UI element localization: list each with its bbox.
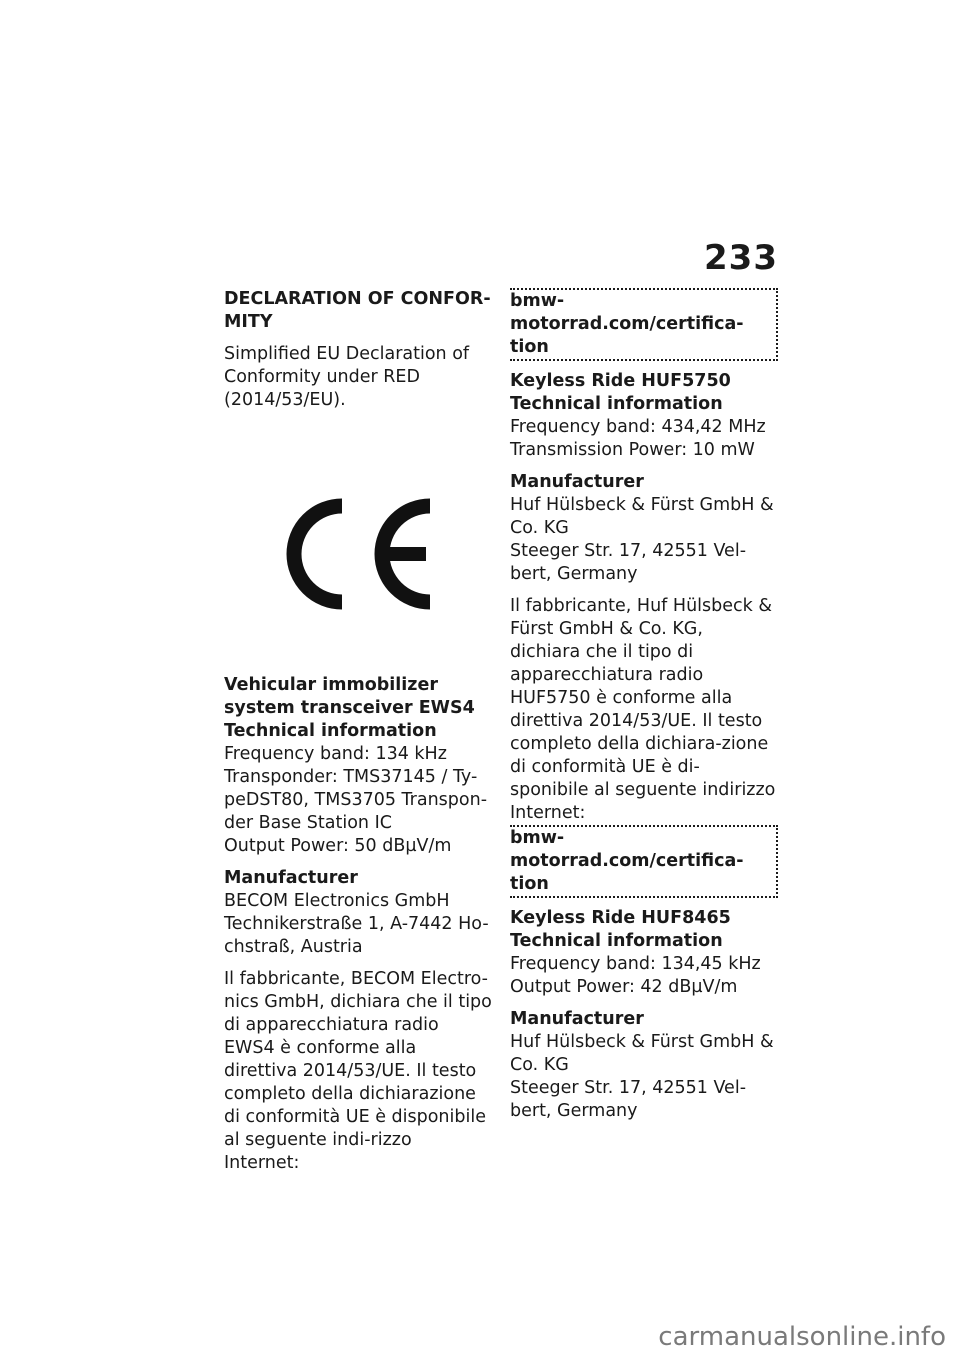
ews4-heading: Vehicular immobilizer system transceiver EWS4 — [224, 675, 475, 718]
huf5750-tech-heading: Technical information — [510, 394, 723, 414]
huf8465-tech-heading: Technical information — [510, 931, 723, 951]
ews4-declaration: Il fabbricante, BECOM Electro-nics GmbH, dichiara che il tipo di apparecchiatura radio EWS4 è conforme alla direttiva 2014/53/UE. Il testo completo della dichiarazione di conformità UE è disponibile al seguente indi-rizzo Internet: — [224, 969, 492, 1173]
huf5750-heading: Keyless Ride HUF5750 — [510, 371, 731, 391]
ce-mark-icon — [280, 494, 440, 614]
huf8465-frequency: Frequency band: 134,45 kHz — [510, 954, 761, 974]
ews4-transponder: Transponder: TMS37145 / Ty-peDST80, TMS3705 Transpon-der Base Station IC — [224, 767, 488, 833]
ews4-output-power: Output Power: 50 dBµV/m — [224, 836, 452, 856]
section-title: DECLARATION OF CONFOR-MITY — [224, 289, 491, 332]
huf5750-declaration: Il fabbricante, Huf Hülsbeck & Fürst GmbH & Co. KG, dichiara che il tipo di apparecchiatura radio HUF5750 è conforme alla direttiva 2014/53/UE. Il testo completo della dichiara-zione di conformità UE è di-sponibile al seguente indirizzo Internet: — [510, 596, 776, 823]
ews4-frequency: Frequency band: 134 kHz — [224, 744, 447, 764]
ews4-manufacturer-name: BECOM Electronics GmbH — [224, 891, 450, 911]
left-column — [224, 288, 492, 1175]
huf8465-manufacturer-name: Huf Hülsbeck & Fürst GmbH & Co. KG — [510, 1032, 774, 1075]
huf5750-manufacturer-heading: Manufacturer — [510, 472, 644, 492]
huf5750-manufacturer-name: Huf Hülsbeck & Fürst GmbH & Co. KG — [510, 495, 774, 538]
ews4-manufacturer-address: Technikerstraße 1, A-7442 Ho-chstraß, Austria — [224, 914, 489, 957]
huf5750-frequency: Frequency band: 434,42 MHz — [510, 417, 766, 437]
ews4-tech-heading: Technical information — [224, 721, 437, 741]
right-column — [510, 288, 778, 1123]
watermark: carmanualsonline.info — [658, 1322, 946, 1352]
huf8465-heading: Keyless Ride HUF8465 — [510, 908, 731, 928]
huf8465-manufacturer-address: Steeger Str. 17, 42551 Vel-bert, Germany — [510, 1078, 747, 1121]
huf5750-manufacturer-address: Steeger Str. 17, 42551 Vel-bert, Germany — [510, 541, 747, 584]
certification-link-2[interactable]: bmw-motorrad.com/certifica-tion — [510, 825, 778, 898]
certification-link[interactable]: bmw-motorrad.com/certifica-tion — [510, 288, 778, 361]
page-number: 233 — [704, 238, 778, 278]
huf5750-transmission-power: Transmission Power: 10 mW — [510, 440, 755, 460]
intro-text: Simplified EU Declaration of Conformity under RED (2014/53/EU). — [224, 344, 470, 410]
ews4-manufacturer-heading: Manufacturer — [224, 868, 358, 888]
huf8465-manufacturer-heading: Manufacturer — [510, 1009, 644, 1029]
huf8465-output-power: Output Power: 42 dBµV/m — [510, 977, 738, 997]
